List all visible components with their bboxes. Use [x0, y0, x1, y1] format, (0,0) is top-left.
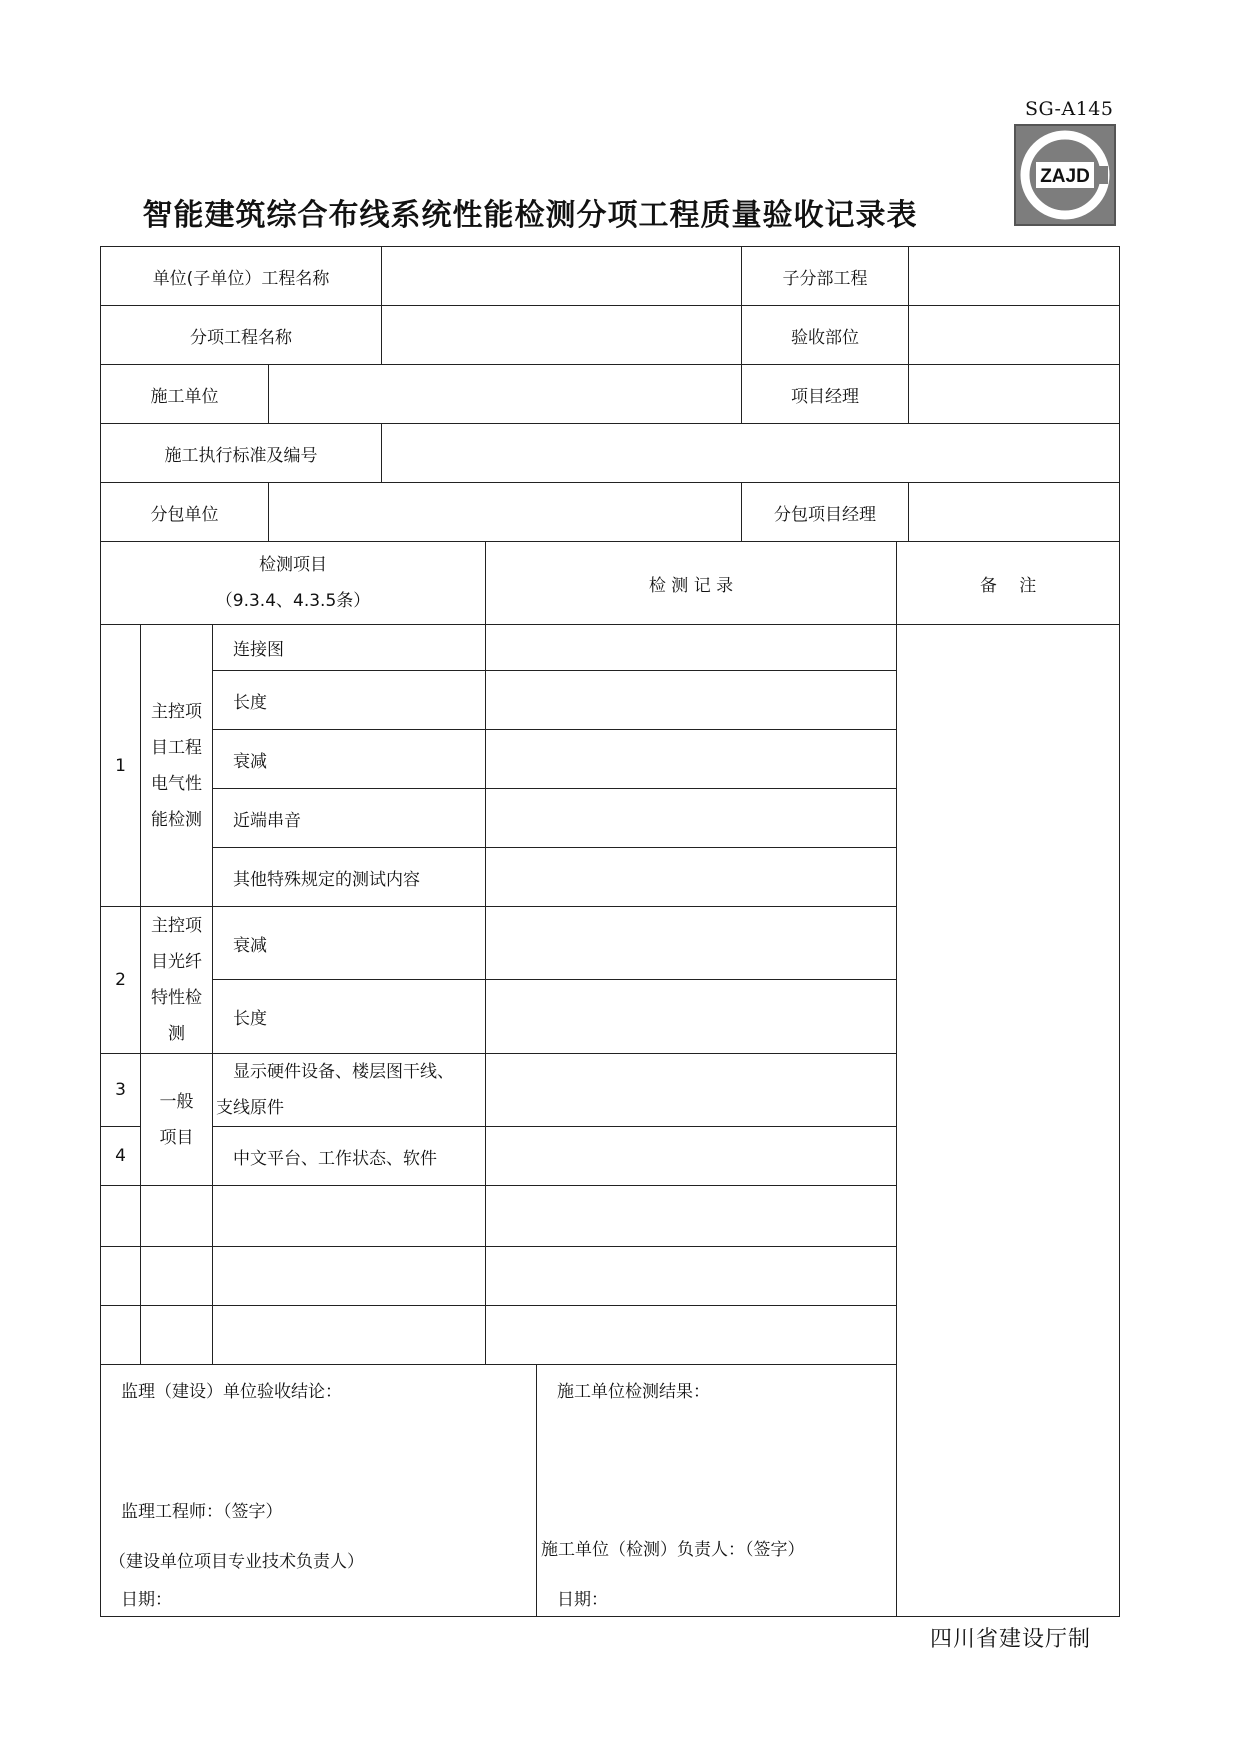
group-4-no: 4 — [101, 1127, 141, 1186]
sub-division-label: 子分部工程 — [742, 247, 909, 306]
project-manager-value[interactable] — [909, 365, 1120, 424]
subcontractor-label: 分包单位 — [101, 483, 269, 542]
general-items-name-line: 一般 — [159, 1091, 194, 1112]
sub-item-name-label: 分项工程名称 — [101, 306, 382, 365]
empty-cell[interactable] — [213, 1186, 486, 1247]
empty-cell[interactable] — [101, 1306, 141, 1365]
item-label: 长度 — [213, 671, 486, 730]
item-label: 其他特殊规定的测试内容 — [213, 848, 486, 907]
group-2-name-line: 目光纤 — [151, 952, 202, 972]
item-label — [213, 1054, 486, 1127]
table-row — [101, 483, 1120, 542]
group-2-no: 2 — [101, 907, 141, 1054]
item-header-title: 检测项目 — [259, 555, 327, 575]
issuer-footer: 四川省建设厅制 — [930, 1627, 1092, 1652]
record-cell[interactable] — [486, 980, 897, 1054]
acceptance-part-value[interactable] — [909, 306, 1120, 365]
empty-cell[interactable] — [101, 1247, 141, 1306]
group-2-name-line: 主控项 — [151, 916, 202, 936]
record-cell[interactable] — [486, 730, 897, 789]
group-1-name-line: 能检测 — [151, 809, 202, 830]
construction-section[interactable] — [537, 1365, 1120, 1617]
item-label: 连接图 — [213, 625, 486, 671]
record-cell[interactable] — [486, 848, 897, 907]
supervisor-conclusion-label: 监理（建设）单位验收结论： — [121, 1382, 342, 1402]
group-1-name-line: 电气性 — [151, 773, 202, 794]
construction-result-label: 施工单位检测结果： — [557, 1382, 711, 1402]
empty-cell[interactable] — [141, 1306, 213, 1365]
table-row — [101, 306, 1120, 365]
record-cell[interactable] — [486, 1054, 897, 1127]
record-cell[interactable] — [486, 1306, 897, 1365]
acceptance-part-label: 验收部位 — [742, 306, 909, 365]
form-code: SG-A145 — [1025, 98, 1114, 120]
page-title: 智能建筑综合布线系统性能检测分项工程质量验收记录表 — [142, 198, 918, 233]
empty-cell[interactable] — [141, 1247, 213, 1306]
unit-project-name-label: 单位(子单位）工程名称 — [101, 247, 382, 306]
item-label-line: 支线原件 — [216, 1098, 284, 1118]
group-1-name — [141, 625, 213, 907]
column-header-row — [101, 542, 1120, 625]
logo-icon — [1016, 126, 1114, 224]
construction-unit-value[interactable] — [269, 365, 742, 424]
empty-cell[interactable] — [141, 1186, 213, 1247]
general-items-name — [141, 1054, 213, 1186]
group-3-no: 3 — [101, 1054, 141, 1127]
record-cell[interactable] — [486, 625, 897, 671]
standard-label: 施工执行标准及编号 — [101, 424, 382, 483]
date-left-label: 日期： — [121, 1590, 172, 1610]
item-label: 长度 — [213, 980, 486, 1054]
signature-row — [101, 1365, 1120, 1617]
item-label-line: 显示硬件设备、楼层图干线、 — [233, 1062, 454, 1082]
construction-head-label: 施工单位（检测）负责人：（签字） — [541, 1540, 805, 1560]
date-right-label: 日期： — [557, 1590, 609, 1610]
record-cell[interactable] — [486, 1127, 897, 1186]
sub-project-manager-value[interactable] — [909, 483, 1120, 542]
unit-project-name-value[interactable] — [382, 247, 742, 306]
item-label: 衰减 — [213, 730, 486, 789]
record-cell[interactable] — [486, 789, 897, 848]
group-1-name-line: 目工程 — [151, 737, 202, 758]
supervisor-engineer-label: 监理工程师：（签字） — [121, 1502, 283, 1522]
empty-cell[interactable] — [213, 1306, 486, 1365]
record-cell[interactable] — [486, 907, 897, 980]
standard-value[interactable] — [382, 424, 1120, 483]
group-2-name-line: 测 — [168, 1024, 185, 1044]
item-header-clause: （9.3.4、4.3.5条） — [215, 591, 371, 611]
acceptance-form-table — [100, 246, 1120, 1617]
table-row — [101, 424, 1120, 483]
record-cell[interactable] — [486, 1186, 897, 1247]
project-manager-label: 项目经理 — [742, 365, 909, 424]
zajd-logo — [1014, 124, 1116, 226]
table-row — [101, 365, 1120, 424]
empty-cell[interactable] — [101, 1186, 141, 1247]
subcontractor-value[interactable] — [269, 483, 742, 542]
general-items-name-line: 项目 — [159, 1127, 194, 1148]
remark-header: 备 注 — [897, 542, 1120, 625]
table-row — [101, 247, 1120, 306]
logo-text: ZAJD — [1040, 166, 1090, 187]
supervisor-section[interactable] — [101, 1365, 537, 1617]
sub-project-manager-label: 分包项目经理 — [742, 483, 909, 542]
group-1-no: 1 — [101, 625, 141, 907]
group-2-name-line: 特性检 — [151, 988, 202, 1008]
record-cell[interactable] — [486, 1247, 897, 1306]
record-header: 检 测 记 录 — [486, 542, 897, 625]
item-label: 中文平台、工作状态、软件 — [213, 1127, 486, 1186]
owner-rep-label: （建设单位项目专业技术负责人） — [109, 1552, 364, 1572]
group-2-name — [141, 907, 213, 1054]
sub-item-name-value[interactable] — [382, 306, 742, 365]
item-header — [101, 542, 486, 625]
construction-unit-label: 施工单位 — [101, 365, 269, 424]
empty-cell[interactable] — [213, 1247, 486, 1306]
sub-division-value[interactable] — [909, 247, 1120, 306]
table-row — [101, 625, 1120, 671]
group-1-name-line: 主控项 — [151, 701, 202, 722]
record-cell[interactable] — [486, 671, 897, 730]
item-label: 衰减 — [213, 907, 486, 980]
item-label: 近端串音 — [213, 789, 486, 848]
